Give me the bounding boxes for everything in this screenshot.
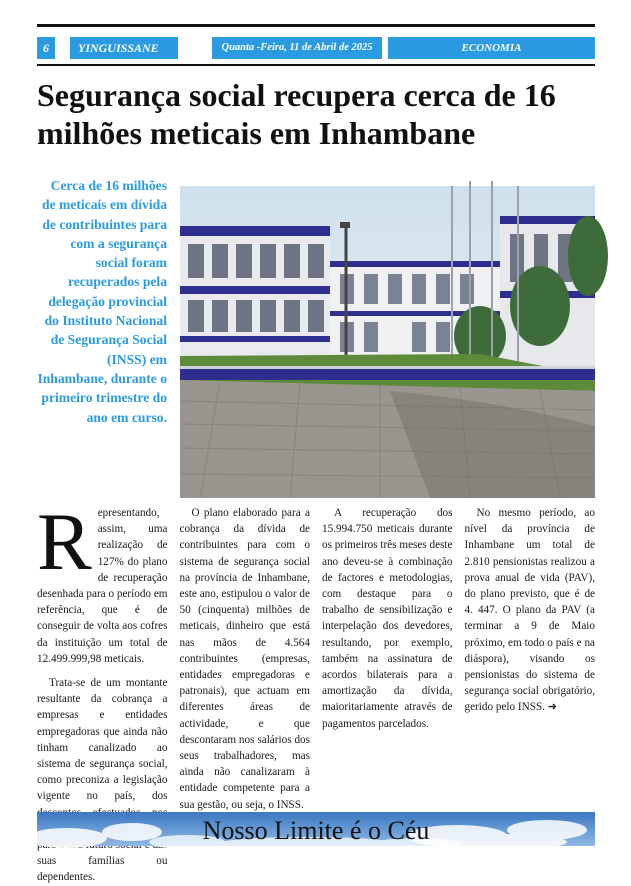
body-column-2: [179, 505, 311, 811]
building-left: [180, 226, 330, 366]
lead-paragraph: Cerca de 16 milhões de meticais em dívida de contribuintes para com a segurança social foram recuperados pela delegação provincial do Instituto Nacional de Segurança Social (INSS) em Inhambane, durante o primeiro trimestre do ano em curso.: [37, 178, 167, 425]
header-rule: [37, 64, 595, 66]
issue-date: Quanta -Feira, 11 de Abril de 2025: [212, 37, 382, 59]
article-photo: [180, 186, 595, 498]
drop-cap: R: [37, 496, 92, 587]
body-column-4: [465, 505, 596, 800]
footer-slogan: Nosso Limite é o Céu: [202, 816, 430, 845]
body-paragraph-5: No mesmo período, ao nível da província de Inhambane um total de 2.810 pensionistas realizou a prova anual de vida (PAV), do plano previsto, que é de 4. 447. O plano da PAV (a terminar a 9 de Maio próximo, em todo o país e na diáspora), visando os pensionistas do sistema de segurança social obrigatório, gerido pelo INSS. ➜: [464, 507, 595, 714]
footer-banner: [37, 812, 595, 846]
headline: Segurança social recupera cerca de 16 milhões meticais em Inhambane: [37, 77, 556, 151]
body-paragraph-4: A recuperação dos 15.994.750 meticais durante os primeiros três meses deste ano deveu-se à combinação de factores e metodologias, com destaque para o trabalho de sensibilização e interpelação dos devedores, resultando, por exemplo, também na assinatura de acordos bilaterais para a amortização da dívida, maioritariamente através de pagamentos parcelados.: [322, 507, 453, 730]
body-paragraph-2: Trata-se de um montante resultante da cobrança a empresas e entidades empregadoras que ainda não tinham canalizado ao sistema de segurança social, como preconiza a legislação vigente no país, dos suas famílias ou dependentes.: [37, 677, 168, 884]
body-paragraph-3: O plano elaborado para a cobrança da dívida de contribuintes para com o sistema de segurança social na província de Inhambane, este ano, estipulou o valor de 50 (cinquenta) milhões de meticais, dinheiro que está nas mãos de 4.564 contribuintes (empresas, entidades empregadoras e patronais), que actuam em diferentes áreas de actividade, e que descontaram nos salários dos seus trabalhadores, mas ainda não canalizaram à entidade competente para a sua gestão, ou seja, o INSS.: [179, 507, 310, 811]
top-rule: [37, 24, 595, 27]
end-mark-icon: ➜: [547, 701, 558, 714]
section-label: ECONOMIA: [388, 37, 595, 59]
body-column-1: [37, 496, 168, 884]
body-paragraph-1: epresentando, assim, uma realização de 127% do plano de recuperação desenhada para o período em referência, que é de conseguir de volta aos cofres da instituição um total de 12.499.999,98 meticais.: [37, 507, 168, 665]
body-column-3: [322, 505, 453, 800]
page-number: 6: [37, 37, 55, 59]
publication-name: YINGUISSANE: [70, 37, 178, 59]
opening-paragraph: [37, 496, 168, 667]
